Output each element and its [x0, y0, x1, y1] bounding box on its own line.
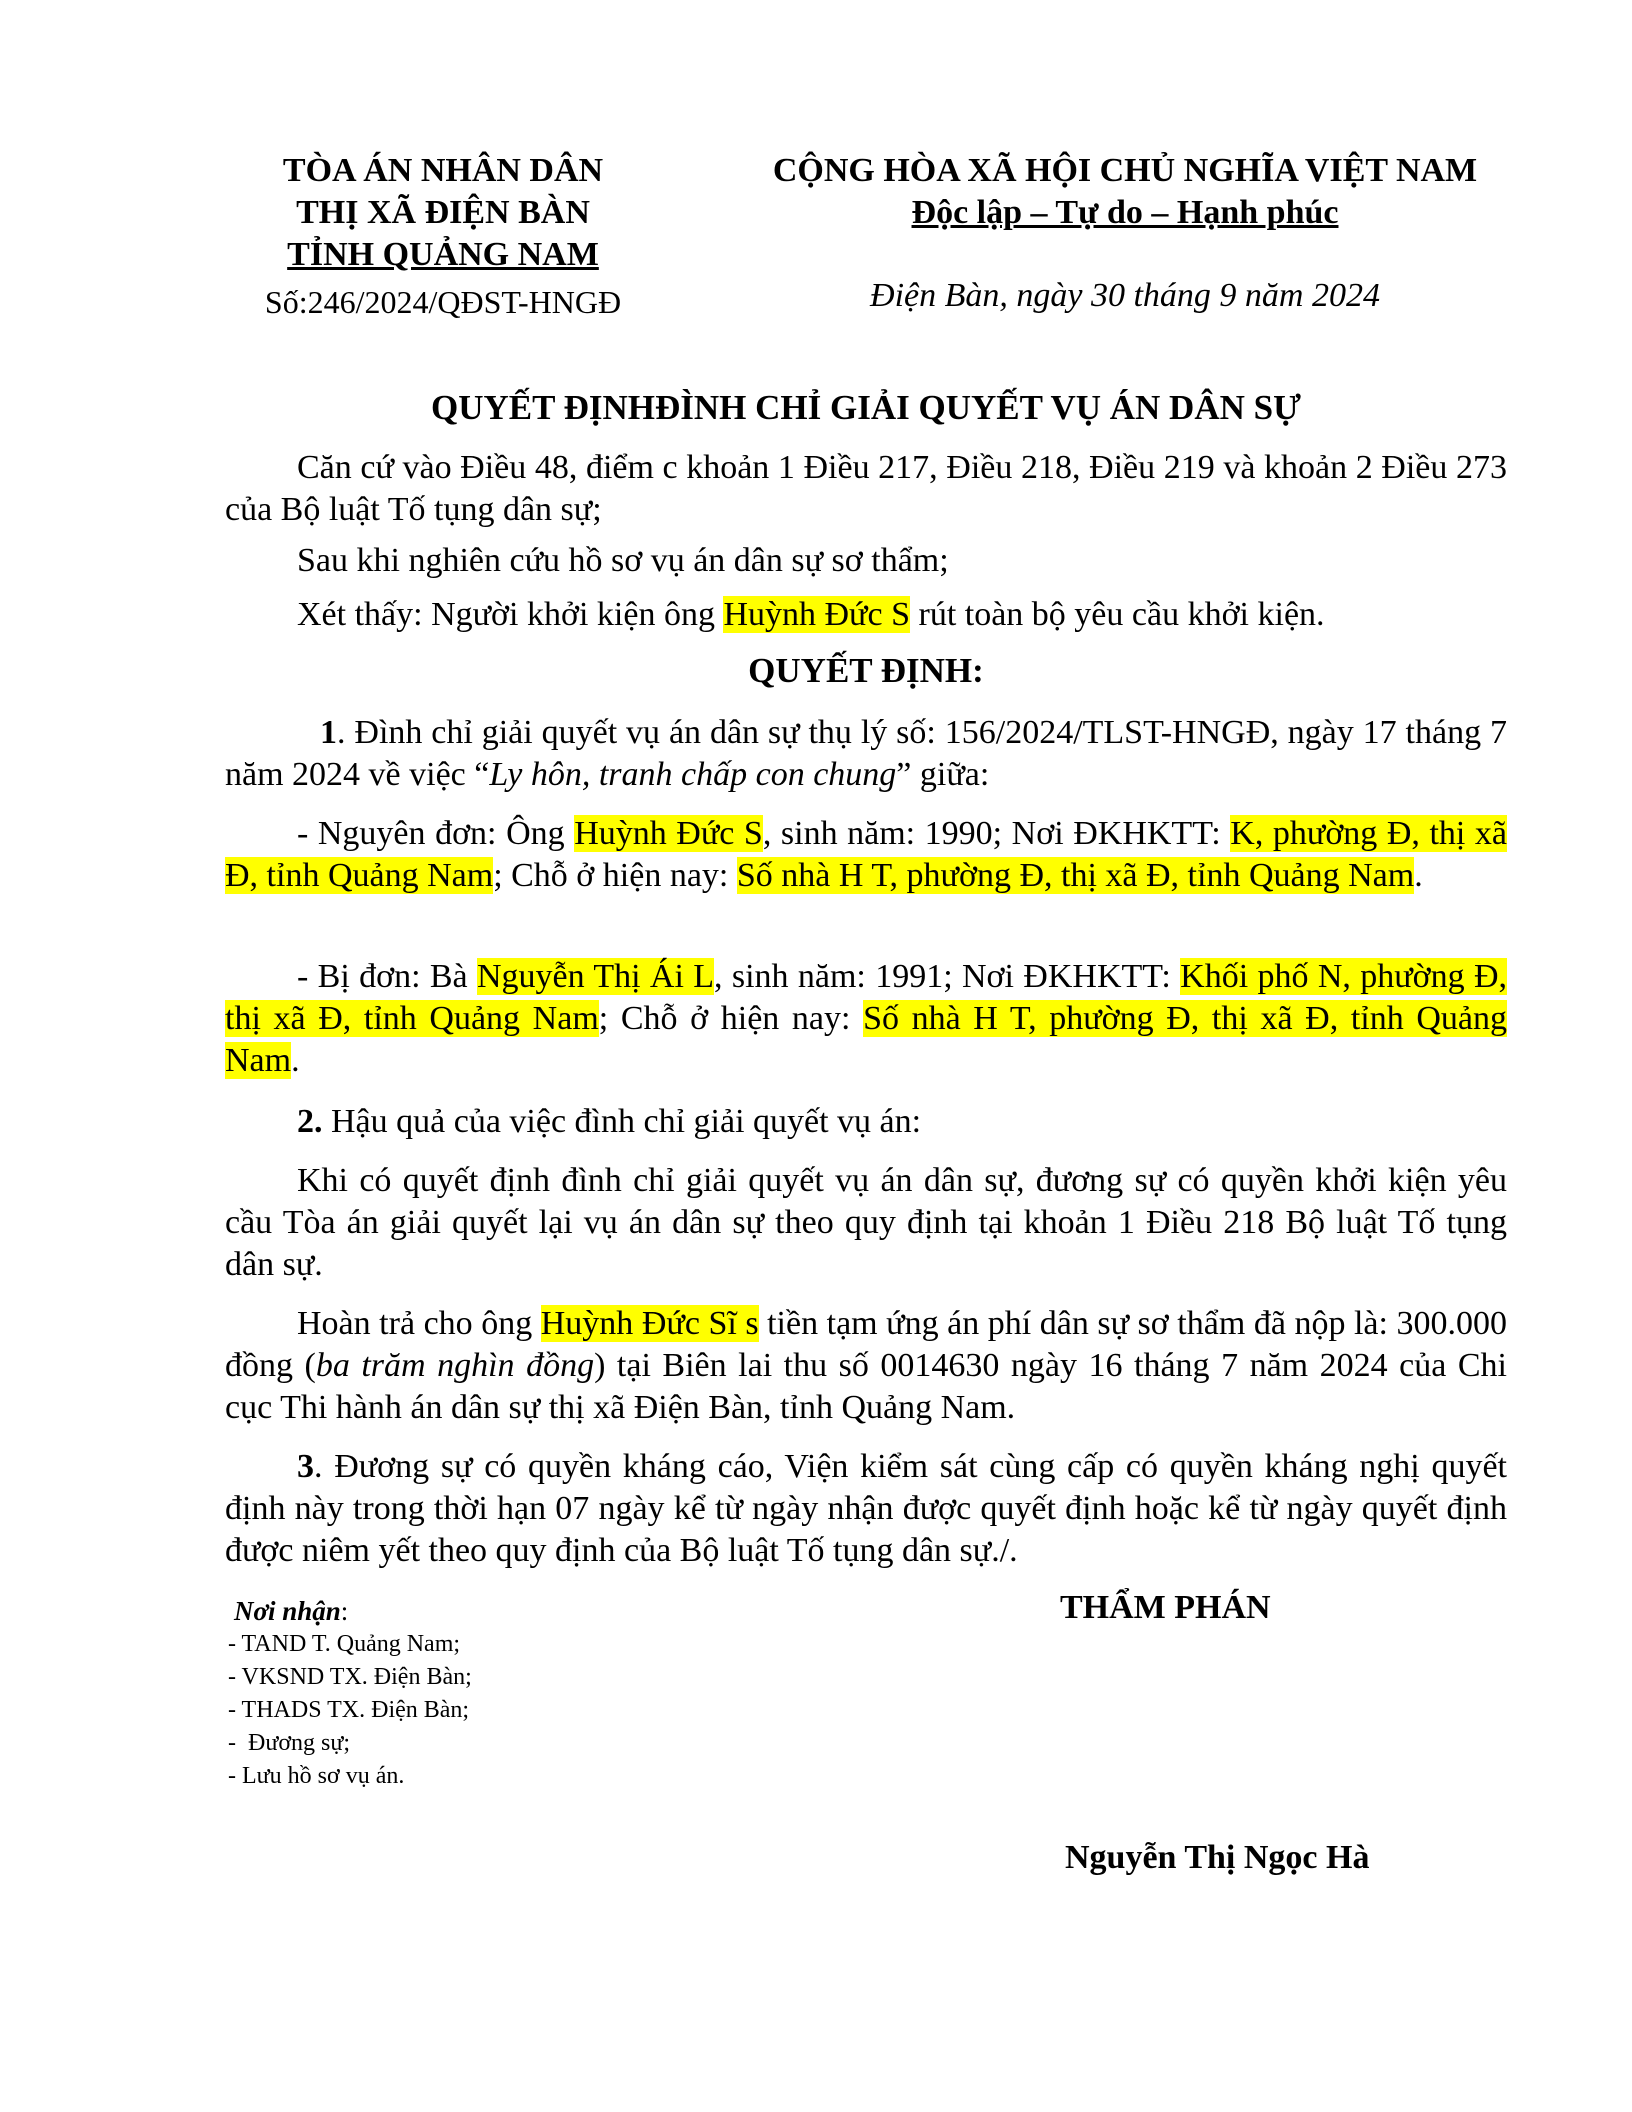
defendant-text-b: , sinh năm: 1991; Nơi ĐKHKTT:: [714, 958, 1181, 995]
item-1-number: 1: [320, 714, 337, 751]
plaintiff-text-a: - Nguyên đơn: Ông: [297, 815, 575, 852]
recipient-item: - Lưu hồ sơ vụ án.: [228, 1763, 405, 1789]
item-1-text-a: . Đình chỉ giải quyết vụ án dân sự thụ lý số: 156/2024/TLST-HNGĐ, ngày 17 tháng 7 năm 2024 về việc “: [225, 714, 1507, 793]
fee-text-a: Hoàn trả cho ông: [297, 1305, 541, 1342]
recipients-block: [228, 1594, 472, 1793]
plaintiff-name: Huỳnh Đức S: [574, 815, 763, 852]
recipient-item: - Đương sự;: [228, 1730, 351, 1756]
plaintiff-name-highlight: Huỳnh Đức S: [723, 596, 910, 633]
fee-amount-words: ba trăm nghìn đồng: [315, 1347, 595, 1384]
review-paragraph: Sau khi nghiên cứu hồ sơ vụ án dân sự sơ thẩm;: [297, 542, 949, 579]
national-motto: Độc lập – Tự do – Hạnh phúc: [911, 194, 1339, 231]
recipient-item: - TAND T. Quảng Nam;: [228, 1631, 461, 1657]
item-2-consequence-paragraph: Khi có quyết định đình chỉ giải quyết vụ án dân sự, đương sự có quyền khởi kiện yêu cầu Tòa án giải quyết lại vụ án dân sự theo quy định tại khoản 1 Điều 218 Bộ luật Tố tụng dân sự.: [225, 1162, 1507, 1283]
refund-recipient-name: Huỳnh Đức Sĩ s: [540, 1305, 759, 1342]
recipient-item: - VKSND TX. Điện Bàn;: [228, 1664, 472, 1690]
item-2-heading: [225, 1101, 1507, 1143]
defendant-name: Nguyễn Thị Ái L: [477, 958, 715, 995]
item-3-paragraph: [225, 1446, 1507, 1572]
consideration-paragraph: [225, 594, 1507, 636]
national-title: CỘNG HÒA XÃ HỘI CHỦ NGHĨA VIỆT NAM: [772, 152, 1478, 189]
fee-refund-paragraph: [225, 1303, 1507, 1429]
fee-text-b: tiền tạm ứng án phí dân sự sơ thẩm đã nộp là: 300.000 đồng (: [225, 1305, 1507, 1384]
legal-basis-paragraph: Căn cứ vào Điều 48, điểm c khoản 1 Điều 217, Điều 218, Điều 219 và khoản 2 Điều 273 của Bộ luật Tố tụng dân sự;: [225, 449, 1507, 528]
item-1-paragraph: [225, 712, 1507, 796]
item-2-number: 2.: [297, 1103, 323, 1140]
decision-number: Số:246/2024/QĐST-HNGĐ: [264, 284, 622, 320]
plaintiff-registered-address: K, phường Đ, thị xã Đ, tỉnh Quảng Nam: [225, 815, 1508, 894]
item-2-text: Hậu quả của việc đình chỉ giải quyết vụ án:: [322, 1103, 922, 1140]
plaintiff-paragraph: [225, 813, 1507, 897]
recipients-heading-line: [228, 1594, 472, 1628]
decision-heading: QUYẾT ĐỊNH:: [748, 651, 984, 690]
judge-name: Nguyễn Thị Ngọc Hà: [1065, 1839, 1370, 1876]
fee-text-c: ) tại Biên lai thu số 0014630 ngày 16 tháng 7 năm 2024 của Chi cục Thi hành án dân sự thị xã Điện Bàn, tỉnh Quảng Nam.: [225, 1347, 1507, 1426]
item-1-text-b: ” giữa:: [896, 756, 990, 793]
plaintiff-text-b: , sinh năm: 1990; Nơi ĐKHKTT:: [762, 815, 1231, 852]
consideration-text-a: Xét thấy: Người khởi kiện ông: [297, 596, 724, 633]
defendant-paragraph: [225, 956, 1507, 1082]
consideration-text-b: rút toàn bộ yêu cầu khởi kiện.: [910, 596, 1325, 633]
court-name-line1: TÒA ÁN NHÂN DÂN: [282, 152, 604, 189]
national-header-block: [730, 150, 1520, 234]
plaintiff-text-c: ; Chỗ ở hiện nay:: [493, 857, 737, 894]
defendant-text-c: ; Chỗ ở hiện nay:: [598, 1000, 864, 1037]
item-3-text: . Đương sự có quyền kháng cáo, Viện kiểm sát cùng cấp có quyền kháng nghị quyết định này trong thời hạn 07 ngày kể từ ngày nhận được quyết định hoặc kể từ ngày quyết định được niêm yết theo quy định của Bộ luật Tố tụng dân sự./.: [225, 1448, 1507, 1569]
recipient-item: - THADS TX. Điện Bàn;: [228, 1697, 470, 1723]
court-name-line2: THỊ XÃ ĐIỆN BÀN: [296, 194, 590, 231]
item-3-number: 3: [297, 1448, 314, 1485]
defendant-registered-address: Khối phố N, phường Đ, thị xã Đ, tỉnh Quảng Nam: [225, 958, 1508, 1037]
recipients-colon: :: [340, 1596, 349, 1626]
plaintiff-current-address: Số nhà H T, phường Đ, thị xã Đ, tỉnh Quảng Nam: [736, 857, 1415, 894]
defendant-current-address: Số nhà H T, phường Đ, thị xã Đ, tỉnh Quảng Nam: [225, 1000, 1507, 1079]
court-name-line3: TỈNH QUẢNG NAM: [287, 236, 599, 273]
recipients-heading: Nơi nhận: [234, 1596, 341, 1626]
place-date: Điện Bàn, ngày 30 tháng 9 năm 2024: [870, 277, 1380, 314]
judge-title: THẨM PHÁN: [1060, 1589, 1271, 1626]
document-title: QUYẾT ĐỊNHĐÌNH CHỈ GIẢI QUYẾT VỤ ÁN DÂN SỰ: [431, 388, 1301, 427]
defendant-text-d: .: [291, 1042, 300, 1079]
court-name-block: [218, 150, 668, 276]
case-type: Ly hôn, tranh chấp con chung: [489, 756, 897, 793]
defendant-text-a: - Bị đơn: Bà: [297, 958, 477, 995]
plaintiff-text-d: .: [1414, 857, 1423, 894]
